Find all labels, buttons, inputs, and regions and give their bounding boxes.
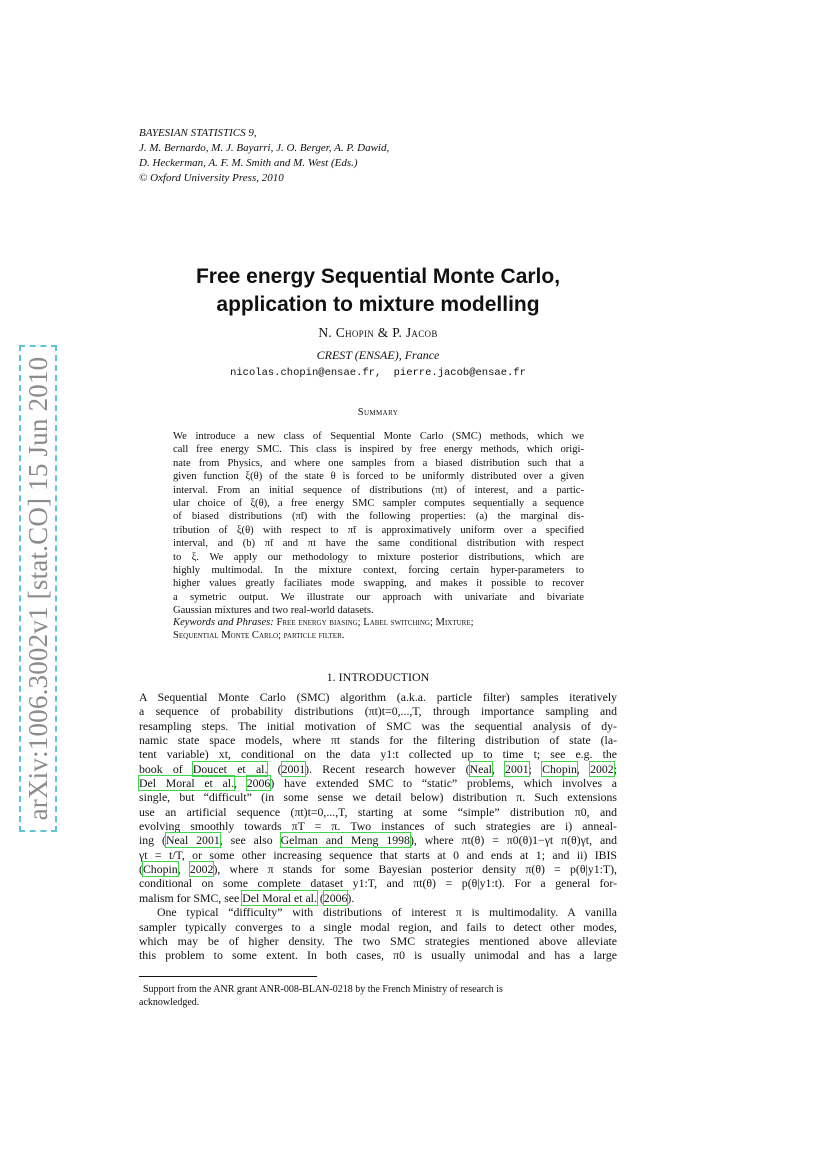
body-line: which may be of higher density. The two SMC strategies mentioned above alleviate xyxy=(139,933,617,948)
citation-link[interactable]: Doucet et al. xyxy=(192,761,268,776)
arxiv-stamp-text: arXiv:1006.3002v1 [stat.CO] 15 Jun 2010 xyxy=(22,356,53,821)
summary-line: We introduce a new class of Sequential Monte Carlo (SMC) methods, which we xyxy=(173,431,584,442)
citation-link[interactable]: 2001 xyxy=(281,761,306,776)
editors-line-1: J. M. Bernardo, M. J. Bayarri, J. O. Berger, A. P. Dawid, xyxy=(139,142,390,154)
authors: N. Chopin & P. Jacob xyxy=(318,325,438,340)
body-line: A Sequential Monte Carlo (SMC) algorithm (a.k.a. particle filter) samples iteratively xyxy=(139,690,617,704)
body-line: tent variable) xt, conditional on the data y1:t collected up to time t; see e.g. the xyxy=(139,747,617,762)
text-run: , xyxy=(491,761,506,776)
citation-link[interactable]: 2001 xyxy=(505,761,529,776)
keywords-list-1: Free energy biasing; Label switching; Mixture; xyxy=(276,617,474,628)
text-run: , xyxy=(576,761,591,776)
text-run: , xyxy=(177,862,190,877)
summary-line: interval. From an initial sequence of distributions (πt) of interest, and a partic- xyxy=(173,484,584,496)
citation-link[interactable]: Del Moral et al. xyxy=(139,776,235,791)
text-run: , xyxy=(234,776,247,791)
text-run: ; xyxy=(528,761,543,776)
summary-line: interval, and (b) π̃t and πt have the same conditional distribution with respect xyxy=(173,538,584,550)
section-title: 1. INTRODUCTION xyxy=(326,670,430,684)
citation-link[interactable]: Chopin xyxy=(142,862,178,877)
body-line: this problem to some extent. In both cases, π0 is usually unimodal and has a large xyxy=(139,948,617,963)
summary-line: of biased distributions (π̃t) with the following properties: (a) the marginal dis- xyxy=(173,511,584,523)
summary-line: higher values greatly faciliates mode swapping, and makes it possible to recover xyxy=(173,578,584,590)
text-run: ). xyxy=(347,890,355,905)
journal-name: BAYESIAN STATISTICS 9, xyxy=(139,127,257,139)
copyright-line: © Oxford University Press, 2010 xyxy=(139,172,284,184)
text-run: ( xyxy=(316,890,324,905)
summary-text xyxy=(173,430,584,618)
body-line: γt = t/T, or some other increasing sequence that starts at 0 and ends at 1; and ii) IBIS xyxy=(139,847,617,862)
citation-link[interactable]: Chopin xyxy=(542,761,577,776)
keywords-list-2: Sequential Monte Carlo; particle filter. xyxy=(173,630,345,642)
title-line-2: application to mixture modelling xyxy=(216,293,540,316)
text-run: ; xyxy=(613,761,617,776)
body-line xyxy=(139,762,617,776)
affiliation: CREST (ENSAE), France xyxy=(316,348,440,362)
text-run: , see also xyxy=(219,833,281,848)
keywords-label: Keywords and Phrases: xyxy=(173,617,274,628)
arxiv-stamp-frame xyxy=(19,345,57,832)
title-line-1: Free energy Sequential Monte Carlo, xyxy=(195,265,561,288)
body-line: conditional on some complete dataset y1:T, and πt(θ) = p(θ|y1:t). For a general for- xyxy=(139,876,617,891)
editors-line-2: D. Heckerman, A. F. M. Smith and M. West (Eds.) xyxy=(139,157,358,169)
text-run: ing ( xyxy=(139,833,166,848)
author-emails[interactable]: nicolas.chopin@ensae.fr, pierre.jacob@ensae.fr xyxy=(230,367,526,379)
body-line: namic state space models, where πt stands for the filtering distribution of state (la- xyxy=(139,733,617,748)
body-line: use an artificial sequence (πt)t=0,...,T, starting at some “simple” distribution π0, and xyxy=(139,804,617,819)
summary-line: ular choice of ξ(θ), a free energy SMC sampler computes sequentially a sequence xyxy=(173,498,584,510)
summary-line: to ξ. We apply our methodology to mixture posterior distributions, which are xyxy=(173,551,584,563)
body-line: resampling steps. The initial motivation of SMC was the sequential analysis of dy- xyxy=(139,718,617,733)
keywords xyxy=(173,616,584,643)
arxiv-stamp[interactable] xyxy=(19,345,57,832)
text-run: malism for SMC, see xyxy=(139,890,243,905)
citation-link[interactable]: Del Moral et al. xyxy=(242,890,317,905)
summary-line: a symetric output. We illustrate our approach with univariate and bivariate xyxy=(173,591,584,603)
citation-link[interactable]: 2006 xyxy=(323,890,348,905)
citation-link[interactable]: 2002 xyxy=(189,862,214,877)
summary-line: nate from Physics, and where one samples from a biased distribution such that a xyxy=(173,457,584,469)
body-line xyxy=(139,833,617,847)
citation-link[interactable]: Neal 2001 xyxy=(165,833,220,848)
body-line xyxy=(139,776,617,790)
text-run: ), where πt(θ) = π0(θ)1−γt π(θ)γt, and xyxy=(409,833,618,848)
body-line: single, but “difficult” (in some sense we detail below) distribution π. Such extensions xyxy=(139,790,617,805)
summary-line: call free energy SMC. This class is inspired by free energy methods, which origi- xyxy=(173,444,584,456)
citation-link[interactable]: Gelman and Meng 1998 xyxy=(280,833,410,848)
body-line xyxy=(139,891,617,905)
body-line: sampler typically converges to a single modal region, and fails to detect other modes, xyxy=(139,919,617,934)
citation-link[interactable]: 2002 xyxy=(590,761,614,776)
body-line: a sequence of probability distributions (πt)t=0,...,T, through importance sampling and xyxy=(139,704,617,719)
footnote-line: Support from the ANR grant ANR-008-BLAN-0218 by the French Ministry of research is xyxy=(143,984,503,995)
footnote xyxy=(139,983,617,1009)
body-line: evolving smoothly towards πT = π. Two instances of such strategies are i) anneal- xyxy=(139,819,617,834)
body-text xyxy=(139,690,617,963)
footnote-line: acknowledged. xyxy=(139,997,200,1008)
summary-line: highly multimodal. In the mixture context, forcing certain hyper-parameters to xyxy=(173,565,584,577)
text-run: ), where π stands for some Bayesian posterior density π(θ) = p(θ|y1:T), xyxy=(213,862,617,877)
paper-title xyxy=(139,263,617,319)
body-line xyxy=(139,862,617,876)
footnote-rule xyxy=(139,976,317,977)
text-run: ( xyxy=(267,761,282,776)
summary-line: given function ξ(θ) of the state θ is forced to be uniformly distributed over a given xyxy=(173,471,584,483)
summary-heading: Summary xyxy=(357,407,399,418)
body-line: One typical “difficulty” with distributions of interest π is multimodality. A vanilla xyxy=(157,905,617,920)
text-run: ( xyxy=(139,862,143,877)
text-run: book of xyxy=(139,761,193,776)
text-run: ). Recent research however ( xyxy=(305,761,470,776)
citation-link[interactable]: 2006 xyxy=(246,776,271,791)
journal-header xyxy=(139,126,389,186)
text-run: ) have extended SMC to “static” problems, which involves a xyxy=(270,776,617,791)
summary-line: Gaussian mixtures and two real-world datasets. xyxy=(173,605,374,617)
summary-line: tribution of ξ(θ) with respect to π̃t is approximatively uniform over a specified xyxy=(173,524,584,536)
citation-link[interactable]: Neal xyxy=(469,761,492,776)
